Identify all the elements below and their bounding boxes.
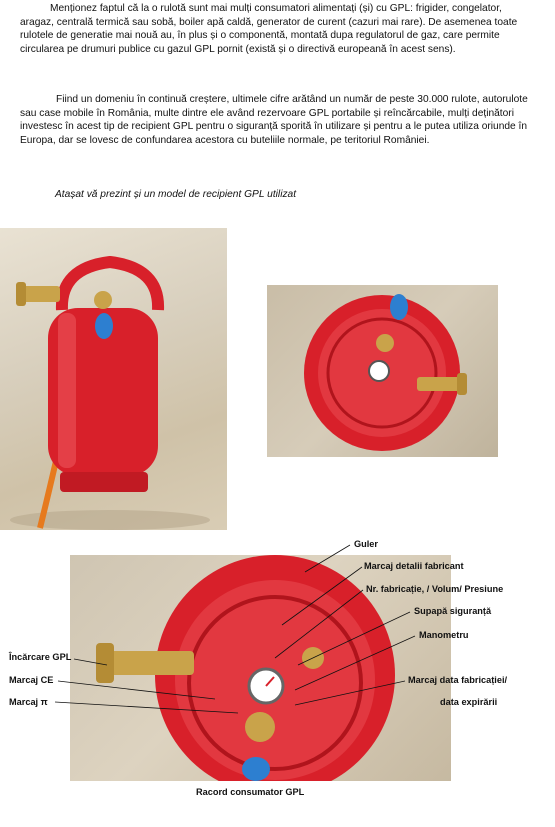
caption: Atașat vă prezint și un model de recipient GPL utilizat <box>55 189 297 200</box>
label-supapa-siguranta: Supapă siguranță <box>414 606 492 616</box>
paragraph-intro: Menționez faptul că la o rulotă sunt mai mulți consumatori alimentați (și) cu GPL: frigider, congelator, aragaz, centrală termică sau sobă, boiler apă caldă, generator de curent (cazuri mai rare). De asemenea toate rulotele de generatie mai nouă au, în plus și o componentă, montată dupa regulatorul de gaz, care permite circularea pe drumuri publice cu gazul GPL pornit (există și o directivă europeană în acest sens). <box>20 3 518 55</box>
photo-tank-top <box>267 285 498 457</box>
label-data-expirarii: data expirării <box>440 697 498 707</box>
paragraph-growth: Fiind un domeniu în continuă creștere, ultimele cifre arătând un număr de peste 30.000 rulote, autorulote sau case mobile în România, multe dintre ele având rezervoare GPL portabile și reîncărcabile, mulți deținători investesc în acest tip de recipient GPL pentru o siguranță sporită în utilizare și pentru a le putea utiliza oriunde în Europa, dar se lovesc de confundarea acestora cu buteliile normale, pe teritoriul României. <box>20 94 528 146</box>
label-marcaj-detalii-fabricant: Marcaj detalii fabricant <box>364 561 464 571</box>
tank-top-illustration <box>267 285 498 457</box>
tank-side-illustration <box>0 228 227 530</box>
label-marcaj-pi: Marcaj π <box>9 697 48 707</box>
label-racord-consumator: Racord consumator GPL <box>196 787 305 797</box>
label-guler: Guler <box>354 539 378 549</box>
label-manometru: Manometru <box>419 630 469 640</box>
label-marcaj-data-fabricatiei: Marcaj data fabricației/ <box>408 675 508 685</box>
photo-tank-side <box>0 228 227 530</box>
label-marcaj-ce: Marcaj CE <box>9 675 54 685</box>
label-incarcare-gpl: Încărcare GPL <box>9 652 72 662</box>
label-nr-fabricatie: Nr. fabricație, / Volum/ Presiune <box>366 584 504 594</box>
